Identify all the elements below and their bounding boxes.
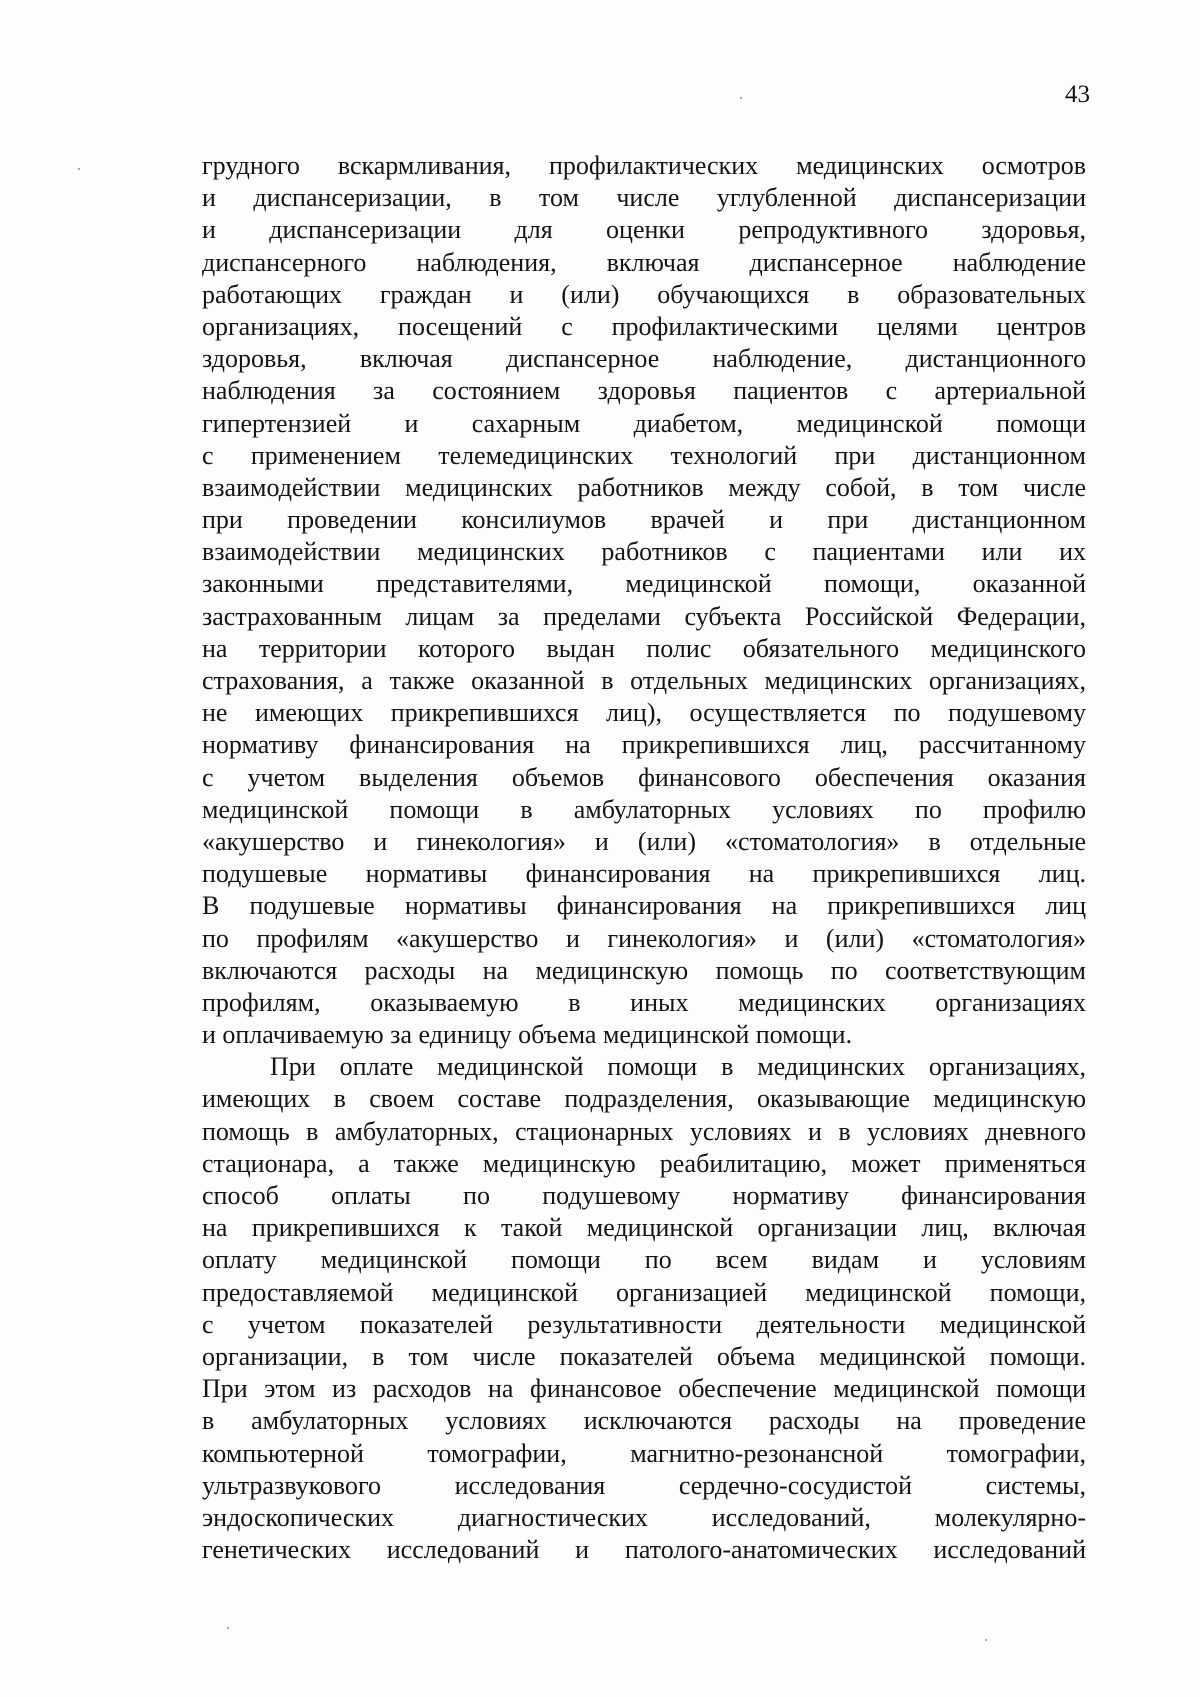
paragraph bbox=[202, 150, 1086, 1051]
text-line: по профилям «акушерство и гинекология» и (или) «стоматология» bbox=[202, 923, 1086, 953]
text-line: взаимодействии медицинских работников с пациентами или их bbox=[202, 537, 1086, 567]
text-line: гипертензией и сахарным диабетом, медицинской помощи bbox=[202, 408, 1086, 438]
text-line: взаимодействии медицинских работников между собой, в том числе bbox=[202, 472, 1086, 502]
text-line: наблюдения за состоянием здоровья пациентов с артериальной bbox=[202, 376, 1086, 406]
text-line: с применением телемедицинских технологий при дистанционном bbox=[202, 440, 1086, 470]
text-line: способ оплаты по подушевому нормативу финансирования bbox=[202, 1181, 1086, 1210]
scan-speck bbox=[78, 168, 80, 170]
text-line: профилям, оказываемую в иных медицинских организациях bbox=[202, 987, 1086, 1017]
text-line: При этом из расходов на финансовое обеспечение медицинской помощи bbox=[202, 1374, 1086, 1404]
text-line: помощь в амбулаторных, стационарных условиях и в условиях дневного bbox=[202, 1116, 1086, 1146]
scan-speck bbox=[985, 1639, 987, 1641]
text-line: с учетом показателей результативности деятельности медицинской bbox=[202, 1309, 1086, 1339]
text-line: и оплачиваемую за единицу объема медицинской помощи. bbox=[202, 1020, 853, 1050]
text-line: организации, в том числе показателей объема медицинской помощи. bbox=[202, 1341, 1086, 1371]
text-line: нормативу финансирования на прикрепившихся лиц, рассчитанному bbox=[202, 730, 1086, 760]
text-line: «акушерство и гинекология» и (или) «стоматология» в отдельные bbox=[202, 826, 1086, 856]
text-line: в амбулаторных условиях исключаются расходы на проведение bbox=[202, 1406, 1086, 1436]
text-line: подушевые нормативы финансирования на прикрепившихся лиц. bbox=[202, 859, 1086, 889]
text-line: и диспансеризации, в том числе углубленной диспансеризации bbox=[202, 183, 1086, 213]
text-line: и диспансеризации для оценки репродуктивного здоровья, bbox=[202, 215, 1086, 245]
text-line: работающих граждан и (или) обучающихся в образовательных bbox=[202, 279, 1086, 309]
text-line: оплату медицинской помощи по всем видам и условиям bbox=[202, 1245, 1086, 1275]
text-line: законными представителями, медицинской помощи, оказанной bbox=[202, 569, 1086, 599]
text-line: застрахованным лицам за пределами субъекта Российской Федерации, bbox=[202, 601, 1086, 631]
text-line: диспансерного наблюдения, включая диспансерное наблюдение bbox=[202, 247, 1086, 277]
text-line: медицинской помощи в амбулаторных условиях по профилю bbox=[202, 794, 1086, 824]
text-line: здоровья, включая диспансерное наблюдение, дистанционного bbox=[202, 344, 1086, 374]
scan-speck bbox=[227, 1627, 229, 1629]
page-number: 43 bbox=[1065, 81, 1090, 108]
text-line: не имеющих прикрепившихся лиц), осуществляется по подушевому bbox=[202, 698, 1086, 728]
text-line: при проведении консилиумов врачей и при дистанционном bbox=[202, 505, 1086, 535]
text-line: При оплате медицинской помощи в медицинских организациях, bbox=[270, 1052, 1086, 1082]
text-line: В подушевые нормативы финансирования на прикрепившихся лиц bbox=[202, 891, 1086, 921]
text-line: на прикрепившихся к такой медицинской организации лиц, включая bbox=[202, 1213, 1086, 1243]
text-line: компьютерной томографии, магнитно-резонансной томографии, bbox=[202, 1438, 1086, 1468]
text-line: стационара, а также медицинскую реабилитацию, может применяться bbox=[202, 1148, 1086, 1178]
text-line: организациях, посещений с профилактическими целями центров bbox=[202, 311, 1086, 341]
paragraph bbox=[202, 1051, 1086, 1566]
text-line: имеющих в своем составе подразделения, оказывающие медицинскую bbox=[202, 1084, 1086, 1114]
text-line: страхования, а также оказанной в отдельных медицинских организациях, bbox=[202, 666, 1086, 695]
text-line: предоставляемой медицинской организацией медицинской помощи, bbox=[202, 1277, 1086, 1307]
text-line: генетических исследований и патолого-анатомических исследований bbox=[202, 1535, 1086, 1565]
text-line: на территории которого выдан полис обязательного медицинского bbox=[202, 633, 1086, 663]
text-line: с учетом выделения объемов финансового обеспечения оказания bbox=[202, 762, 1086, 792]
text-line: грудного вскармливания, профилактических медицинских осмотров bbox=[202, 151, 1086, 180]
body-text bbox=[202, 150, 1086, 1566]
text-line: ультразвукового исследования сердечно-сосудистой системы, bbox=[202, 1470, 1086, 1500]
text-line: включаются расходы на медицинскую помощь по соответствующим bbox=[202, 955, 1086, 985]
scan-speck bbox=[740, 97, 742, 99]
text-line: эндоскопических диагностических исследований, молекулярно- bbox=[202, 1502, 1086, 1532]
